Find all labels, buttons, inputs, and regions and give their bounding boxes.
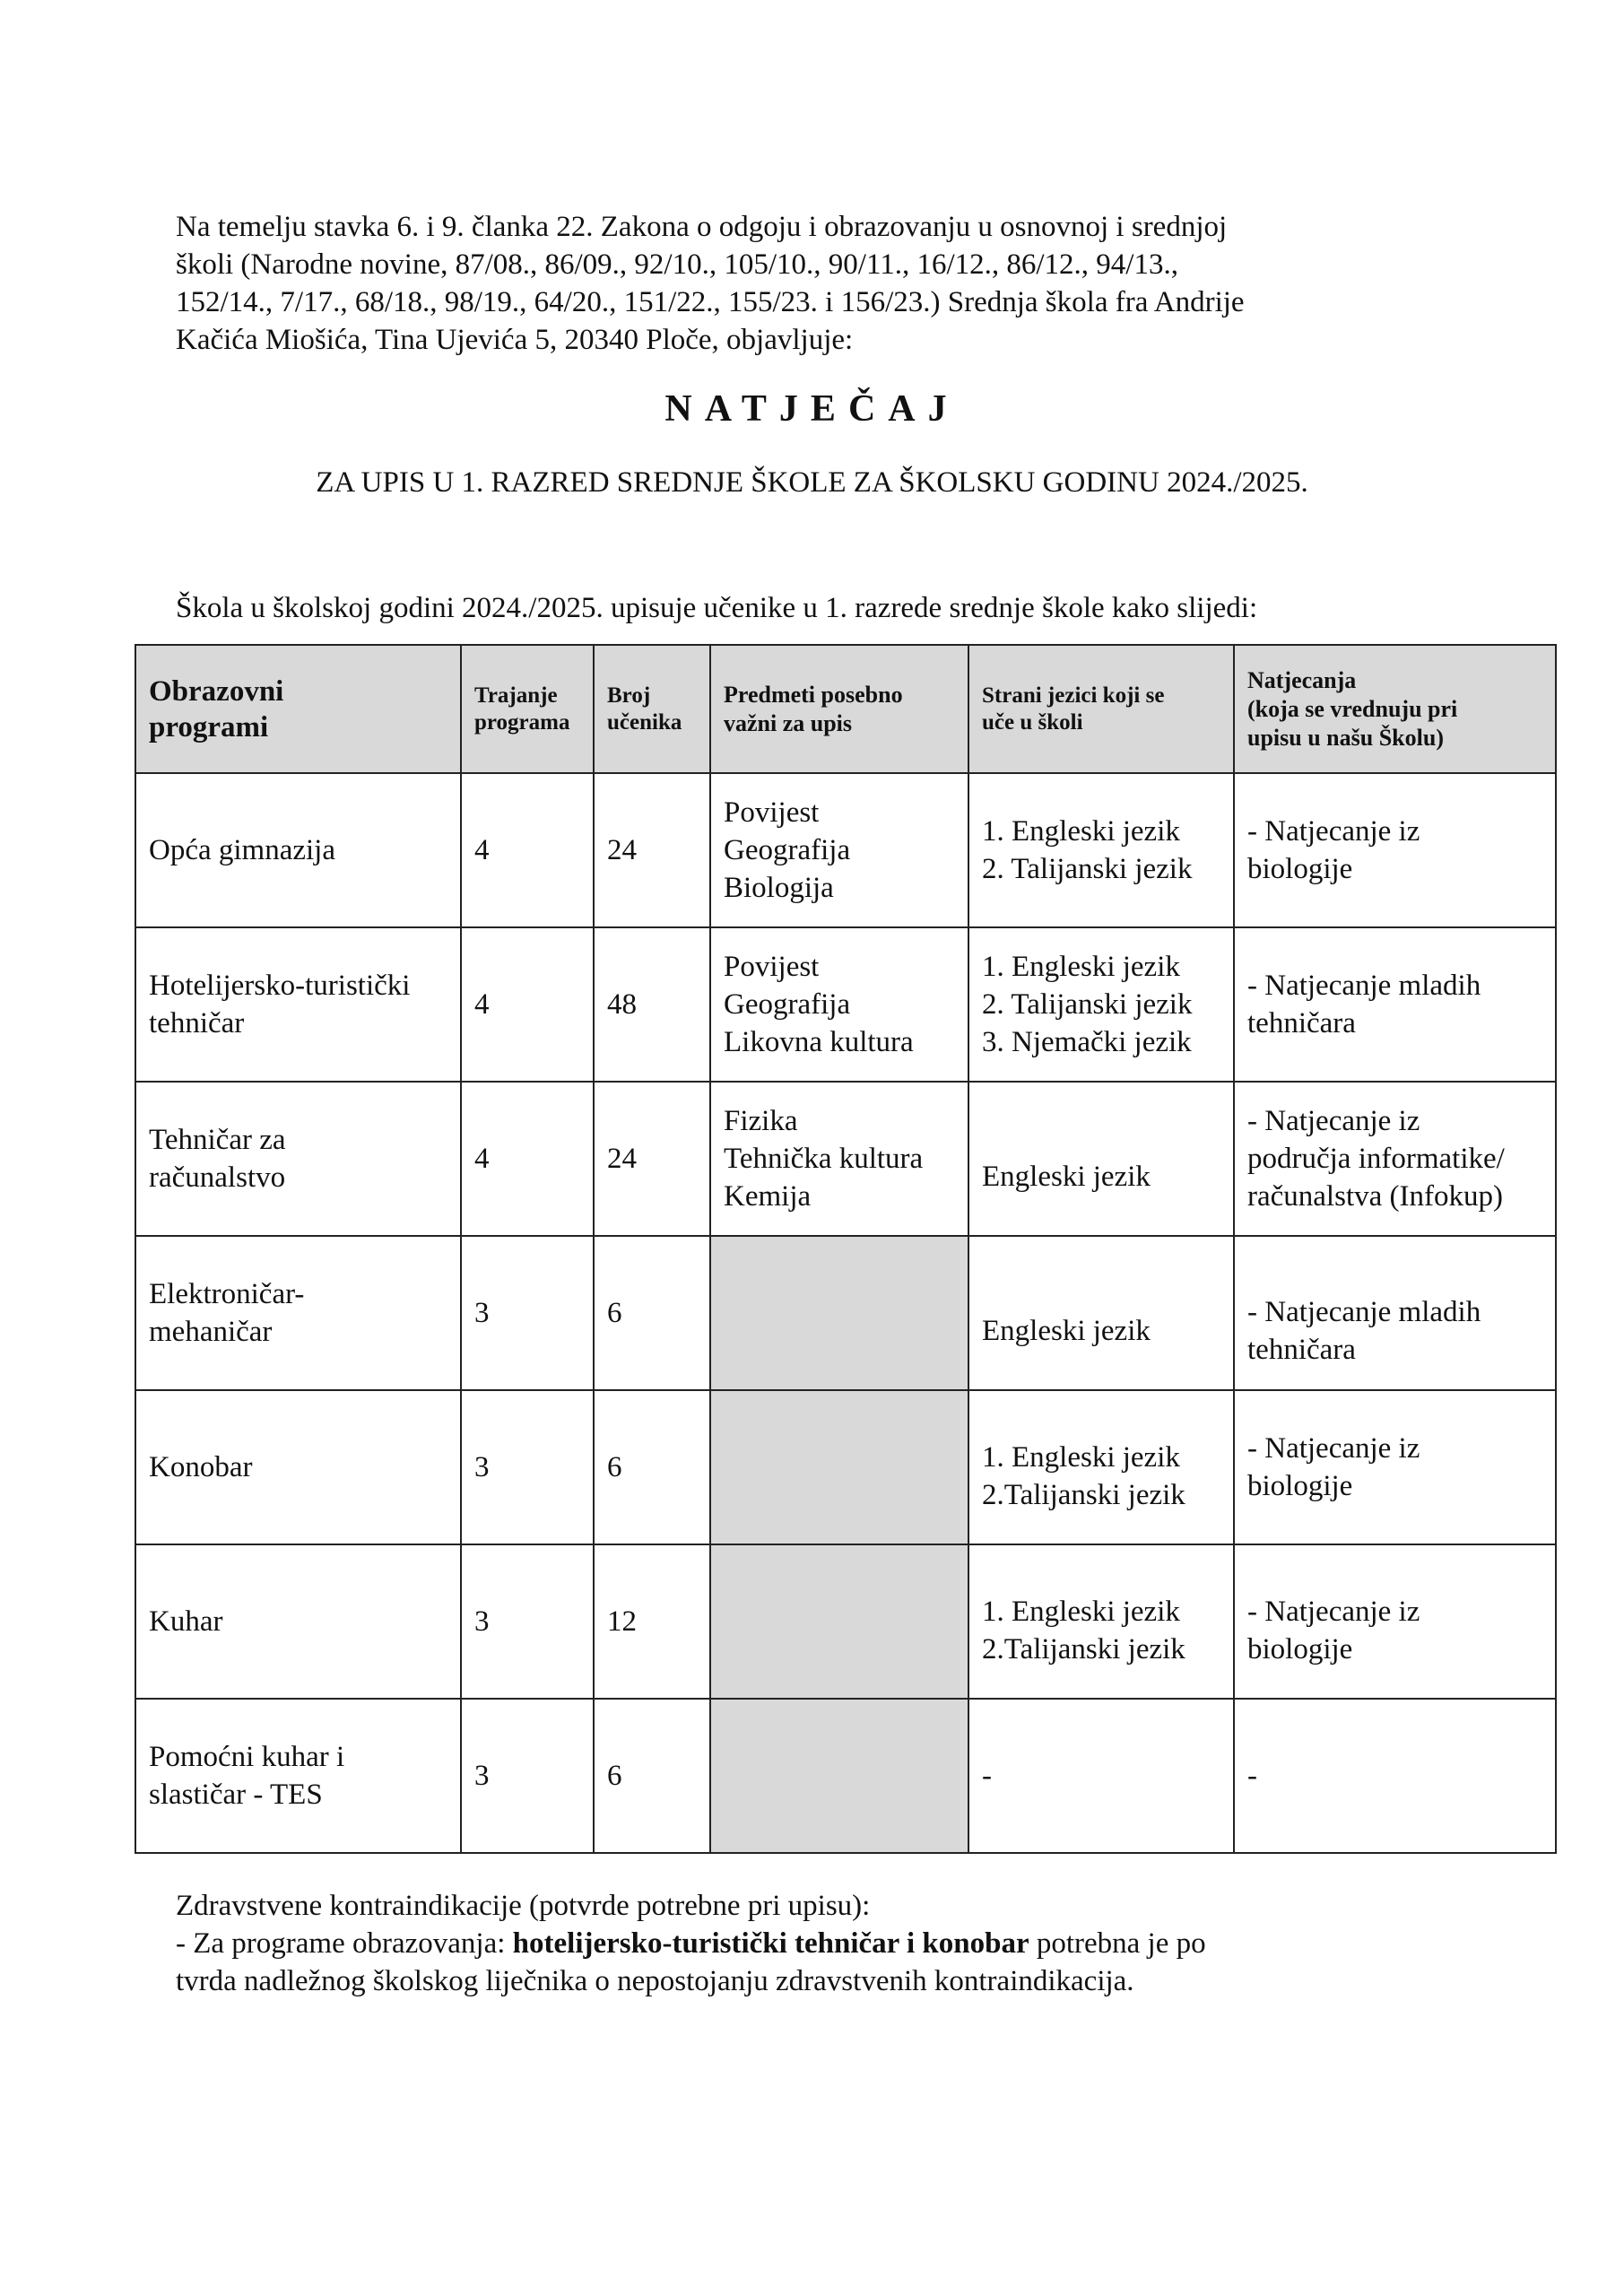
intro-paragraph bbox=[176, 208, 1449, 359]
cell-students: 6 bbox=[594, 1236, 710, 1390]
cell-program: Kuhar bbox=[135, 1544, 461, 1699]
cell-duration: 4 bbox=[461, 773, 594, 927]
table-row bbox=[135, 1544, 1556, 1699]
cell-competitions: - bbox=[1234, 1699, 1556, 1853]
cell-languages: Engleski jezik bbox=[968, 1082, 1234, 1236]
cell-languages: Engleski jezik bbox=[968, 1236, 1234, 1390]
health-note-line: - Za programe obrazovanja: hotelijersko-turistički tehničar i konobar potrebna je po bbox=[176, 1927, 1206, 1960]
intro-line: Kačića Miošića, Tina Ujevića 5, 20340 Ploče, objavljuje: bbox=[176, 324, 854, 356]
header-students: Broj učenika bbox=[594, 645, 710, 773]
lead-sentence: Škola u školskoj godini 2024./2025. upisuje učenike u 1. razrede srednje škole kako slijedi: bbox=[176, 592, 1258, 624]
cell-duration: 3 bbox=[461, 1544, 594, 1699]
cell-languages: - bbox=[968, 1699, 1234, 1853]
cell-program: Hotelijersko-turistički tehničar bbox=[135, 927, 461, 1082]
cell-subjects-empty bbox=[710, 1544, 968, 1699]
cell-program: Konobar bbox=[135, 1390, 461, 1544]
document-subtitle: ZA UPIS U 1. RAZRED SREDNJE ŠKOLE ZA ŠKOLSKU GODINU 2024./2025. bbox=[316, 466, 1308, 499]
cell-students: 24 bbox=[594, 1082, 710, 1236]
cell-subjects: Povijest Geografija Likovna kultura bbox=[710, 927, 968, 1082]
cell-competitions: - Natjecanje iz biologije bbox=[1234, 773, 1556, 927]
document-title: NATJEČAJ bbox=[664, 388, 960, 430]
cell-subjects-empty bbox=[710, 1699, 968, 1853]
intro-line: Na temelju stavka 6. i 9. članka 22. Zakona o odgoju i obrazovanju u osnovnoj i srednjoj bbox=[176, 211, 1228, 243]
cell-competitions: - Natjecanje iz područja informatike/ računalstva (Infokup) bbox=[1234, 1082, 1556, 1236]
cell-duration: 4 bbox=[461, 927, 594, 1082]
table-row bbox=[135, 1082, 1556, 1236]
table-row bbox=[135, 1236, 1556, 1390]
table-row bbox=[135, 773, 1556, 927]
table-row bbox=[135, 1390, 1556, 1544]
cell-competitions: - Natjecanje iz biologije bbox=[1234, 1390, 1556, 1544]
cell-languages: 1. Engleski jezik 2. Talijanski jezik 3. Njemački jezik bbox=[968, 927, 1234, 1082]
cell-program: Elektroničar- mehaničar bbox=[135, 1236, 461, 1390]
cell-subjects-empty bbox=[710, 1390, 968, 1544]
programs-table bbox=[135, 644, 1557, 1854]
intro-line: 152/14., 7/17., 68/18., 98/19., 64/20., 151/22., 155/23. i 156/23.) Srednja škola fra Andrije bbox=[176, 286, 1245, 318]
table-row bbox=[135, 1699, 1556, 1853]
cell-languages: 1. Engleski jezik 2. Talijanski jezik bbox=[968, 773, 1234, 927]
cell-duration: 3 bbox=[461, 1699, 594, 1853]
table-row bbox=[135, 927, 1556, 1082]
cell-program: Tehničar za računalstvo bbox=[135, 1082, 461, 1236]
header-program: Obrazovni programi bbox=[135, 645, 461, 773]
table-header-row bbox=[135, 645, 1556, 773]
cell-students: 6 bbox=[594, 1390, 710, 1544]
intro-line: školi (Narodne novine, 87/08., 86/09., 92/10., 105/10., 90/11., 16/12., 86/12., 94/13., bbox=[176, 248, 1178, 281]
cell-duration: 3 bbox=[461, 1236, 594, 1390]
cell-subjects-empty bbox=[710, 1236, 968, 1390]
health-note-heading: Zdravstvene kontraindikacije (potvrde potrebne pri upisu): bbox=[176, 1890, 871, 1922]
cell-languages: 1. Engleski jezik 2.Talijanski jezik bbox=[968, 1390, 1234, 1544]
cell-subjects: Povijest Geografija Biologija bbox=[710, 773, 968, 927]
cell-students: 12 bbox=[594, 1544, 710, 1699]
cell-duration: 3 bbox=[461, 1390, 594, 1544]
header-subjects: Predmeti posebno važni za upis bbox=[710, 645, 968, 773]
header-duration: Trajanje programa bbox=[461, 645, 594, 773]
cell-competitions: - Natjecanje iz biologije bbox=[1234, 1544, 1556, 1699]
cell-languages: 1. Engleski jezik 2.Talijanski jezik bbox=[968, 1544, 1234, 1699]
header-competitions: Natjecanja (koja se vrednuju pri upisu u našu Školu) bbox=[1234, 645, 1556, 773]
header-languages: Strani jezici koji se uče u školi bbox=[968, 645, 1234, 773]
cell-students: 48 bbox=[594, 927, 710, 1082]
cell-students: 24 bbox=[594, 773, 710, 927]
health-note-line: tvrda nadležnog školskog liječnika o nepostojanju zdravstvenih kontraindikacija. bbox=[176, 1965, 1134, 1997]
cell-duration: 4 bbox=[461, 1082, 594, 1236]
cell-competitions: - Natjecanje mladih tehničara bbox=[1234, 1236, 1556, 1390]
cell-program: Opća gimnazija bbox=[135, 773, 461, 927]
health-note-programs: hotelijersko-turistički tehničar i konobar bbox=[512, 1927, 1029, 1960]
health-note bbox=[176, 1887, 1449, 2000]
cell-subjects: Fizika Tehnička kultura Kemija bbox=[710, 1082, 968, 1236]
cell-competitions: - Natjecanje mladih tehničara bbox=[1234, 927, 1556, 1082]
cell-students: 6 bbox=[594, 1699, 710, 1853]
cell-program: Pomoćni kuhar i slastičar - TES bbox=[135, 1699, 461, 1853]
